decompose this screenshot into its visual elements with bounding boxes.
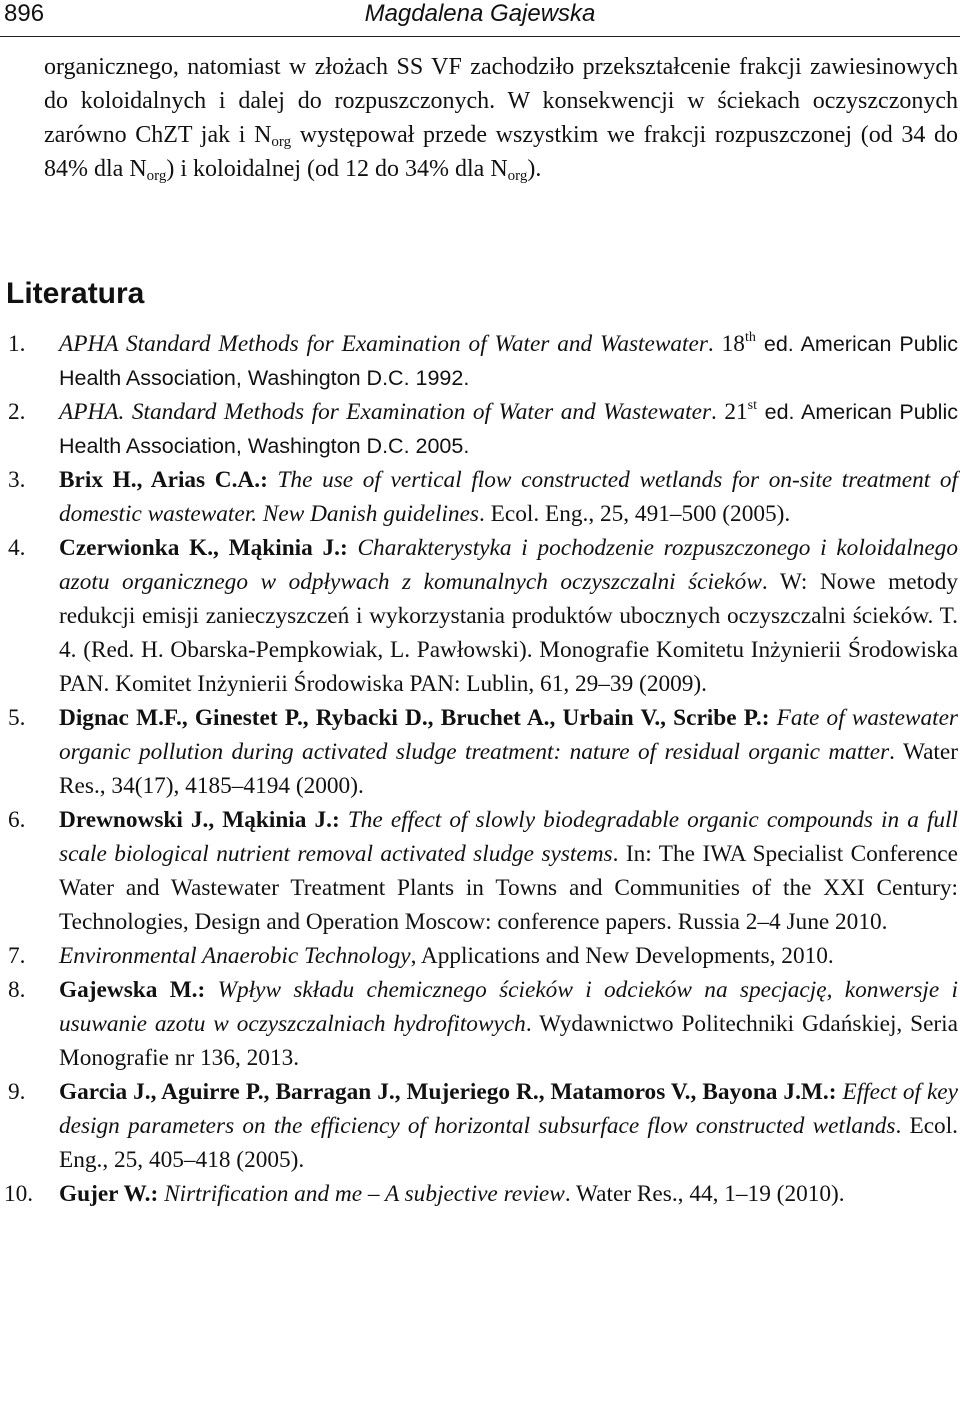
reference-authors: Drewnowski J., Mąkinia J.: (59, 807, 340, 833)
reference-title: APHA. Standard Methods for Examination of Water and Wastewater (59, 399, 712, 425)
reference-item (0, 463, 958, 531)
reference-number: 9. (8, 1079, 26, 1105)
reference-details: . In: The IWA Specialist Conference Water and Wastewater Treatment Plants in Towns and Communities of the XXI Century: Technologies, Design and Operation Moscow: conference papers. Russia 2–4 June 2010. (59, 841, 958, 935)
reference-number: 7. (8, 943, 26, 969)
reference-details: . Water Res., 34(17), 4185–4194 (2000). (59, 739, 958, 799)
running-header (0, 0, 960, 37)
body-paragraph (44, 50, 958, 186)
reference-details: ed. American Public Health Association, Washington D.C. 2005. (59, 400, 958, 458)
section-heading: Literatura (6, 277, 145, 310)
reference-title: The effect of slowly biodegradable organic compounds in a full scale biological nutrient removal activated sludge systems (59, 807, 959, 867)
reference-item (0, 395, 958, 463)
reference-number: 5. (8, 705, 26, 731)
reference-title: Wpływ składu chemicznego ścieków i odcieków na specjację, konwersje i usuwanie azotu w oczyszczalniach hydrofitowych (59, 977, 958, 1037)
reference-authors: Brix H., Arias C.A.: (59, 467, 268, 493)
reference-title: Fate of wastewater organic pollution during activated sludge treatment: nature of residual organic matter (59, 705, 958, 765)
reference-title: Nirtrification and me – A subjective review (158, 1181, 565, 1207)
reference-details: . Wydawnictwo Politechniki Gdańskiej, Seria Monografie nr 136, 2013. (59, 1011, 958, 1071)
reference-details: . Ecol. Eng., 25, 405–418 (2005). (59, 1113, 958, 1173)
running-head-author: Magdalena Gajewska (364, 0, 596, 27)
reference-item (0, 701, 958, 803)
reference-title: Environmental Anaerobic Technology (59, 943, 411, 969)
reference-details: . Water Res., 44, 1–19 (2010). (564, 1181, 845, 1207)
reference-authors: Dignac M.F., Ginestet P., Rybacki D., Bruchet A., Urbain V., Scribe P.: (59, 705, 770, 731)
reference-number: 4. (8, 535, 26, 561)
reference-edition: . 18 (707, 331, 745, 357)
reference-authors: Gujer W.: (59, 1181, 159, 1207)
edition-superscript: th (744, 330, 756, 345)
reference-number: 1. (8, 331, 26, 357)
reference-item (0, 973, 958, 1075)
reference-edition: . 21 (711, 399, 748, 425)
reference-details: ed. American Public Health Association, Washington D.C. 1992. (59, 332, 958, 390)
reference-authors: Garcia J., Aguirre P., Barragan J., Mujeriego R., Matamoros V., Bayona J.M.: (59, 1079, 837, 1105)
reference-title: Charakterystyka i pochodzenie rozpuszczonego i koloidalnego azotu organicznego w odpływach z komunalnych oczyszczalni ścieków (59, 535, 958, 595)
reference-item (0, 939, 958, 973)
subscript-org: org (146, 168, 167, 184)
reference-number: 2. (8, 399, 26, 425)
subscript-org: org (271, 134, 292, 150)
reference-item (0, 803, 958, 939)
reference-item (0, 531, 958, 701)
reference-item (0, 327, 958, 395)
subscript-org: org (507, 168, 528, 184)
reference-number: 10. (4, 1181, 34, 1207)
reference-item (0, 1177, 958, 1211)
reference-number: 3. (8, 467, 26, 493)
reference-number: 6. (8, 807, 26, 833)
reference-details: , Applications and New Developments, 2010. (410, 943, 834, 969)
reference-details: . Ecol. Eng., 25, 491–500 (2005). (478, 501, 791, 527)
body-text-segment: występował przede wszystkim we frakcji rozpuszczonej (od 34 do 84% dla N (44, 122, 959, 182)
reference-authors: Czerwionka K., Mąkinia J.: (59, 535, 348, 561)
body-text-segment: ). (527, 156, 542, 182)
reference-details: . W: Nowe metody redukcji emisji zanieczyszczeń i wykorzystania produktów ubocznych oczyszczalni ścieków. T. 4. (Red. H. Obarska-Pempkowiak, L. Pawłowski). Monografie Komitetu Inżynierii Środowiska PAN. Komitet Inżynierii Środowiska PAN: Lublin, 61, 29–39 (2009). (59, 569, 958, 697)
reference-title: Effect of key design parameters on the efficiency of horizontal subsurface flow constructed wetlands (59, 1079, 958, 1139)
reference-item (0, 1075, 958, 1177)
body-text-segment: ) i koloidalnej (od 12 do 34% dla N (166, 156, 508, 182)
reference-title: The use of vertical flow constructed wetlands for on-site treatment of domestic wastewater. New Danish guidelines (59, 467, 958, 527)
body-text-segment: organicznego, natomiast w złożach SS VF zachodziło przekształcenie frakcji zawiesinowych do koloidalnych i dalej do rozpuszczonych. W konsekwencji w ściekach oczyszczonych zarówno ChZT jak i N (44, 54, 958, 148)
reference-authors: Gajewska M.: (59, 977, 206, 1003)
edition-superscript: st (747, 398, 757, 413)
reference-title: APHA Standard Methods for Examination of Water and Wastewater (59, 331, 708, 357)
page-number: 896 (4, 0, 45, 27)
reference-list (0, 327, 958, 1211)
reference-number: 8. (8, 977, 26, 1003)
